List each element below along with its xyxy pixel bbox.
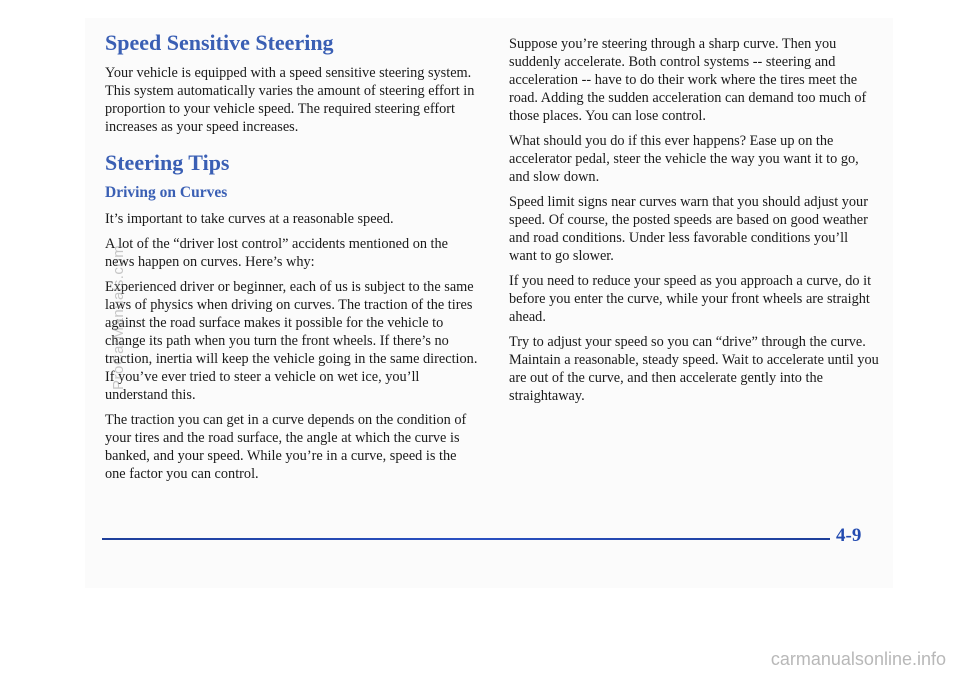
rule-line — [102, 538, 830, 540]
page-number: 4-9 — [836, 525, 862, 546]
paragraph: Suppose you’re steering through a sharp curve. Then you suddenly accelerate. Both control systems -- steering and acceleration -- have to do their work where the tires meet the road. Adding the sudden acceleration can demand too much of those places. You can lose control. — [509, 36, 867, 124]
paragraph: Experienced driver or beginner, each of us is subject to the same laws of physics when driving on curves. The traction of the tires against the road surface makes it possible for the vehicle to change its path when you turn the front wheels. If there’s no traction, inertia will keep the vehicle going in the same direction. If you’ve ever tried to steer a vehicle on wet ice, you’ll understand this. — [105, 279, 478, 403]
paragraph: If you need to reduce your speed as you approach a curve, do it before you enter the curve, while your front wheels are straight ahead. — [509, 273, 872, 325]
left-column — [105, 30, 480, 490]
side-watermark: ProCarManuals.com — [110, 244, 127, 390]
paragraph: Try to adjust your speed so you can “drive” through the curve. Maintain a reasonable, steady speed. Wait to accelerate until you are out of the curve, and then accelerate gently into the straightaway. — [509, 334, 879, 404]
right-column — [509, 35, 879, 412]
subsection-heading: Driving on Curves — [105, 184, 228, 201]
paragraph: It’s important to take curves at a reasonable speed. — [105, 211, 394, 227]
section-heading: Steering Tips — [105, 150, 230, 175]
footer-watermark-link[interactable]: carmanualsonline.info — [770, 649, 946, 669]
paragraph: A lot of the “driver lost control” accidents mentioned on the news happen on curves. Here’s why: — [105, 236, 449, 270]
paragraph: The traction you can get in a curve depends on the condition of your tires and the road surface, the angle at which the curve is banked, and your speed. While you’re in a curve, speed is the one factor you can control. — [105, 412, 467, 482]
paragraph: What should you do if this ever happens? Ease up on the accelerator pedal, steer the vehicle the way you want it to go, and slow down. — [509, 133, 859, 185]
paragraph: Speed limit signs near curves warn that you should adjust your speed. Of course, the posted speeds are based on good weather and road conditions. Under less favorable conditions you’ll want to go slower. — [509, 194, 868, 264]
footer-rule — [102, 535, 830, 543]
paragraph: Your vehicle is equipped with a speed sensitive steering system. This system automatically varies the amount of steering effort in proportion to your vehicle speed. The required steering effort increases as your speed increases. — [105, 65, 475, 135]
section-title: Speed Sensitive Steering — [105, 30, 334, 55]
